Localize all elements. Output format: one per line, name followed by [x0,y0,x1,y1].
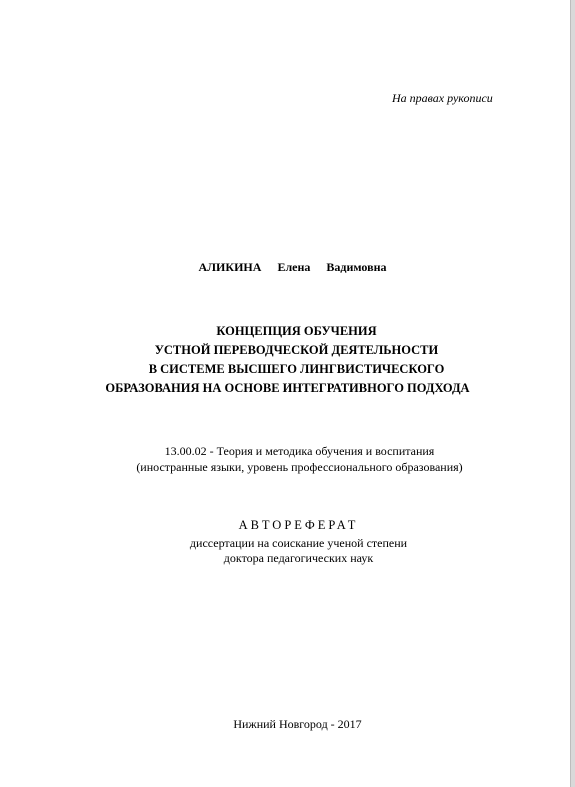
author-name [5,260,575,275]
title-line-3: В СИСТЕМЕ ВЫСШЕГО ЛИНГВИСТИЧЕСКОГО [148,362,445,376]
title-line-2: УСТНОЙ ПЕРЕВОДЧЕСКОЙ ДЕЯТЕЛЬНОСТИ [154,343,439,357]
specialty-code-line: 13.00.02 - Теория и методика обучения и воспитания [164,444,435,458]
specialty-detail-line: (иностранные языки, уровень профессионального образования) [136,460,463,474]
title-line-1: КОНЦЕПЦИЯ ОБУЧЕНИЯ [216,324,377,338]
author-surname: АЛИКИНА [198,260,262,274]
author-patronymic: Вадимовна [326,260,387,274]
footer-separator: - [330,717,335,731]
place-and-year [10,717,575,732]
city: Нижний Новгород [233,717,328,731]
abstract-line-1: диссертации на соискание ученой степени [189,536,408,550]
abstract-line-2: доктора педагогических наук [223,551,374,565]
specialty [12,443,575,475]
rights-note: На правах рукописи [392,91,493,105]
abstract-heading: АВТОРЕФЕРАТ [238,518,359,532]
dissertation-title [0,322,575,398]
title-line-4: ОБРАЗОВАНИЯ НА ОСНОВЕ ИНТЕГРАТИВНОГО ПОДХОДА [105,381,470,395]
abstract-description [11,536,575,566]
author-first-name: Елена [277,260,311,274]
year: 2017 [337,717,362,731]
